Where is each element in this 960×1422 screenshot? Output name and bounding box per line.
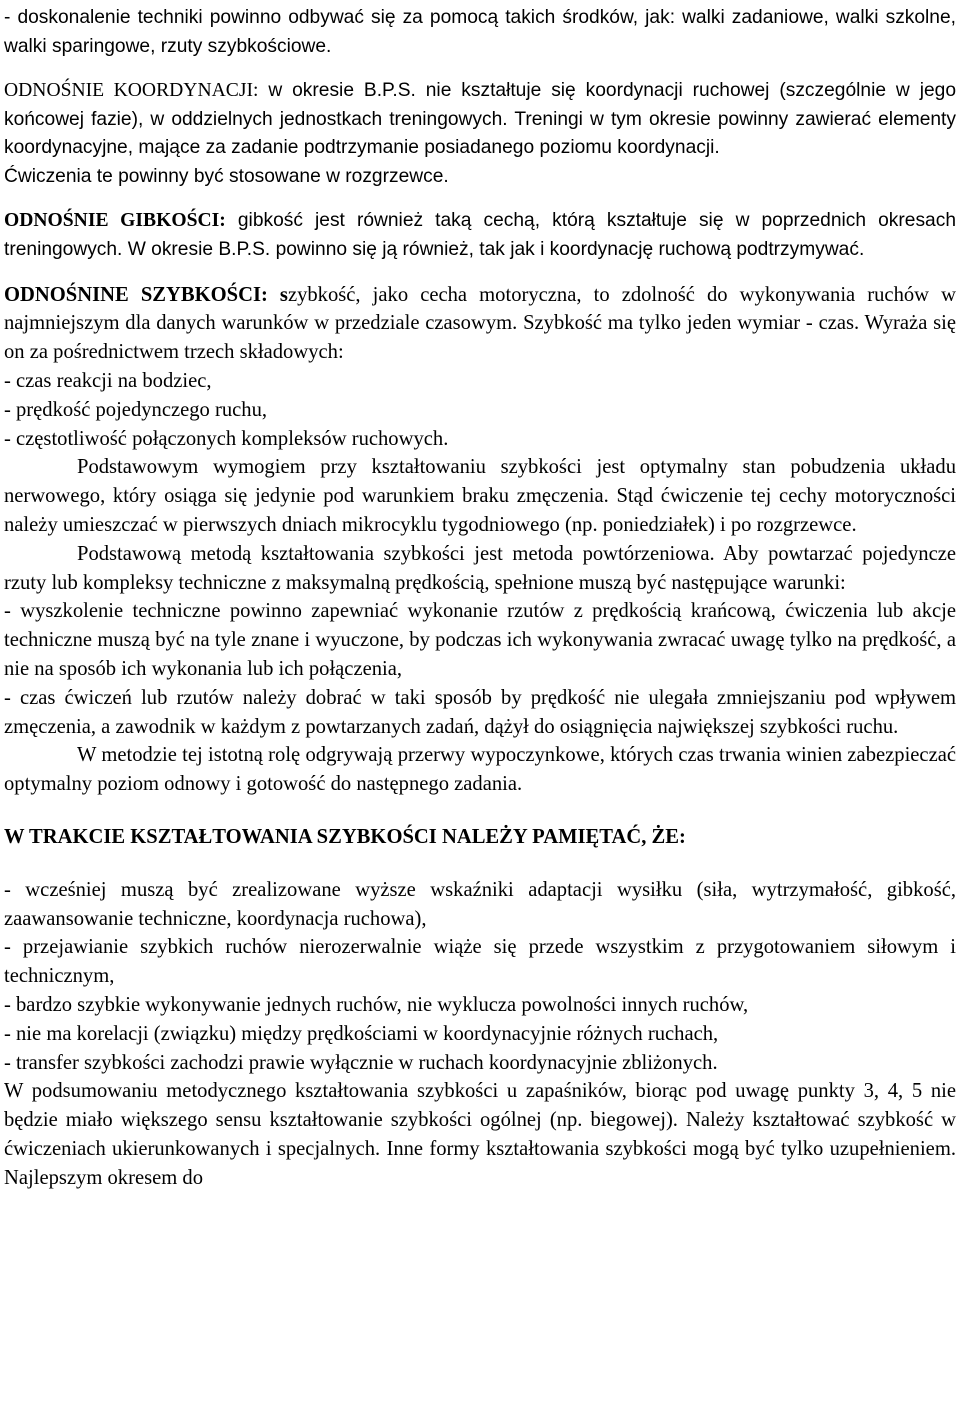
paragraph-nervous-system: Podstawowym wymogiem przy kształtowaniu szybkości jest optymalny stan pobudzenia układu nerwowego, który osiąga się jedynie pod warunkiem braku zmęczenia. Stąd ćwiczenie tej cechy motoryczności należy umieszczać w pierwszych dniach mikrocyklu tygodniowego (np. poniedziałek) i po rozgrzewce.: [4, 456, 956, 536]
list-item: - wcześniej muszą być zrealizowane wyższe wskaźniki adaptacji wysiłku (siła, wytrzymałość, gibkość, zaawansowanie techniczne, koordynacja ruchowa),: [4, 878, 956, 930]
paragraph-coordination: [4, 77, 956, 163]
flexibility-text: gibkość jest również taką cechą, którą kształtuje się w poprzednich okresach treningowych. W okresie B.P.S. powinno się ją również, tak jak i koordynację ruchową podtrzymywać.: [4, 210, 956, 261]
paragraph-rest-breaks: W metodzie tej istotną rolę odgrywają przerwy wypoczynkowe, których czas trwania winien zabezpieczać optymalny poziom odnowy i gotowość do następnego zadania.: [4, 744, 956, 796]
list-item: - nie ma korelacji (związku) między prędkościami w koordynacyjnie różnych ruchach,: [4, 1022, 719, 1045]
paragraph-technique: - doskonalenie techniki powinno odbywać się za pomocą takich środków, jak: walki zadaniowe, walki szkolne, walki sparingowe, rzuty szybkościowe.: [4, 7, 956, 57]
condition-technical: - wyszkolenie techniczne powinno zapewniać wykonanie rzutów z prędkością krańcową, ćwiczenia lub akcje techniczne muszą być na tyle znane i wyuczone, by podczas ich wykonywania zwracać uwagę tylko na prędkość, a nie na sposób ich wykonania lub ich połączenia,: [4, 600, 956, 680]
paragraph-speed: [4, 281, 956, 367]
flexibility-heading: ODNOŚNIE GIBKOŚCI:: [4, 210, 226, 232]
list-item: - transfer szybkości zachodzi prawie wyłącznie w ruchach koordynacyjnie zbliżonych.: [4, 1051, 718, 1074]
coordination-text: w okresie B.P.S. nie kształtuje się koordynacji ruchowej (szczególnie w jego końcowej fazie), w oddzielnych jednostkach treningowych. Treningi w tym okresie powinny zawierać elementy koordynacyjne, mające za zadanie podtrzymanie posiadanego poziomu koordynacji.: [4, 80, 956, 159]
paragraph-repetition-method: Podstawową metodą kształtowania szybkości jest metoda powtórzeniowa. Aby powtarzać pojedyncze rzuty lub kompleksy techniczne z maksymalną prędkością, spełnione muszą być następujące warunki:: [4, 542, 956, 594]
coordination-warmup-line: Ćwiczenia te powinny być stosowane w rozgrzewce.: [4, 165, 449, 187]
paragraph-summary: W podsumowaniu metodycznego kształtowania szybkości u zapaśników, biorąc pod uwagę punkty 3, 4, 5 nie będzie miało większego sensu kształtowanie szybkości ogólnej (np. biegowej). Należy kształtować szybkość w ćwiczeniach ukierunkowanych i specjalnych. Inne formy kształtowania szybkości mogą być tylko uzupełnieniem. Najlepszym okresem do: [4, 1080, 956, 1189]
speed-component-3: - częstotliwość połączonych kompleksów ruchowych.: [4, 427, 449, 450]
speed-component-2: - prędkość pojedynczego ruchu,: [4, 398, 268, 421]
section-heading: W TRAKCIE KSZTAŁTOWANIA SZYBKOŚCI NALEŻY PAMIĘTAĆ, ŻE:: [4, 825, 686, 848]
speed-text: zybkość, jako cecha motoryczna, to zdolność do wykonywania ruchów w najmniejszym dla danych warunków w przedziale czasowym. Szybkość ma tylko jeden wymiar - czas. Wyraża się on za pośrednictwem trzech składowych:: [4, 283, 956, 364]
list-item: - bardzo szybkie wykonywanie jednych ruchów, nie wyklucza powolności innych ruchów,: [4, 993, 749, 1016]
document-page: [4, 4, 956, 1193]
coordination-heading: ODNOŚNIE KOORDYNACJI:: [4, 80, 259, 101]
paragraph-flexibility: [4, 207, 956, 264]
condition-time: - czas ćwiczeń lub rzutów należy dobrać w taki sposób by prędkość nie ulegała zmniejszaniu pod wpływem zmęczenia, a zawodnik w każdym z powtarzanych zadań, dążył do osiągnięcia największej szybkości ruchu.: [4, 686, 956, 738]
list-item: - przejawianie szybkich ruchów nierozerwalnie wiąże się przede wszystkim z przygotowaniem siłowym i technicznym,: [4, 936, 956, 988]
speed-heading: ODNOŚNINE SZYBKOŚCI: s: [4, 283, 288, 306]
speed-component-1: - czas reakcji na bodziec,: [4, 369, 212, 392]
